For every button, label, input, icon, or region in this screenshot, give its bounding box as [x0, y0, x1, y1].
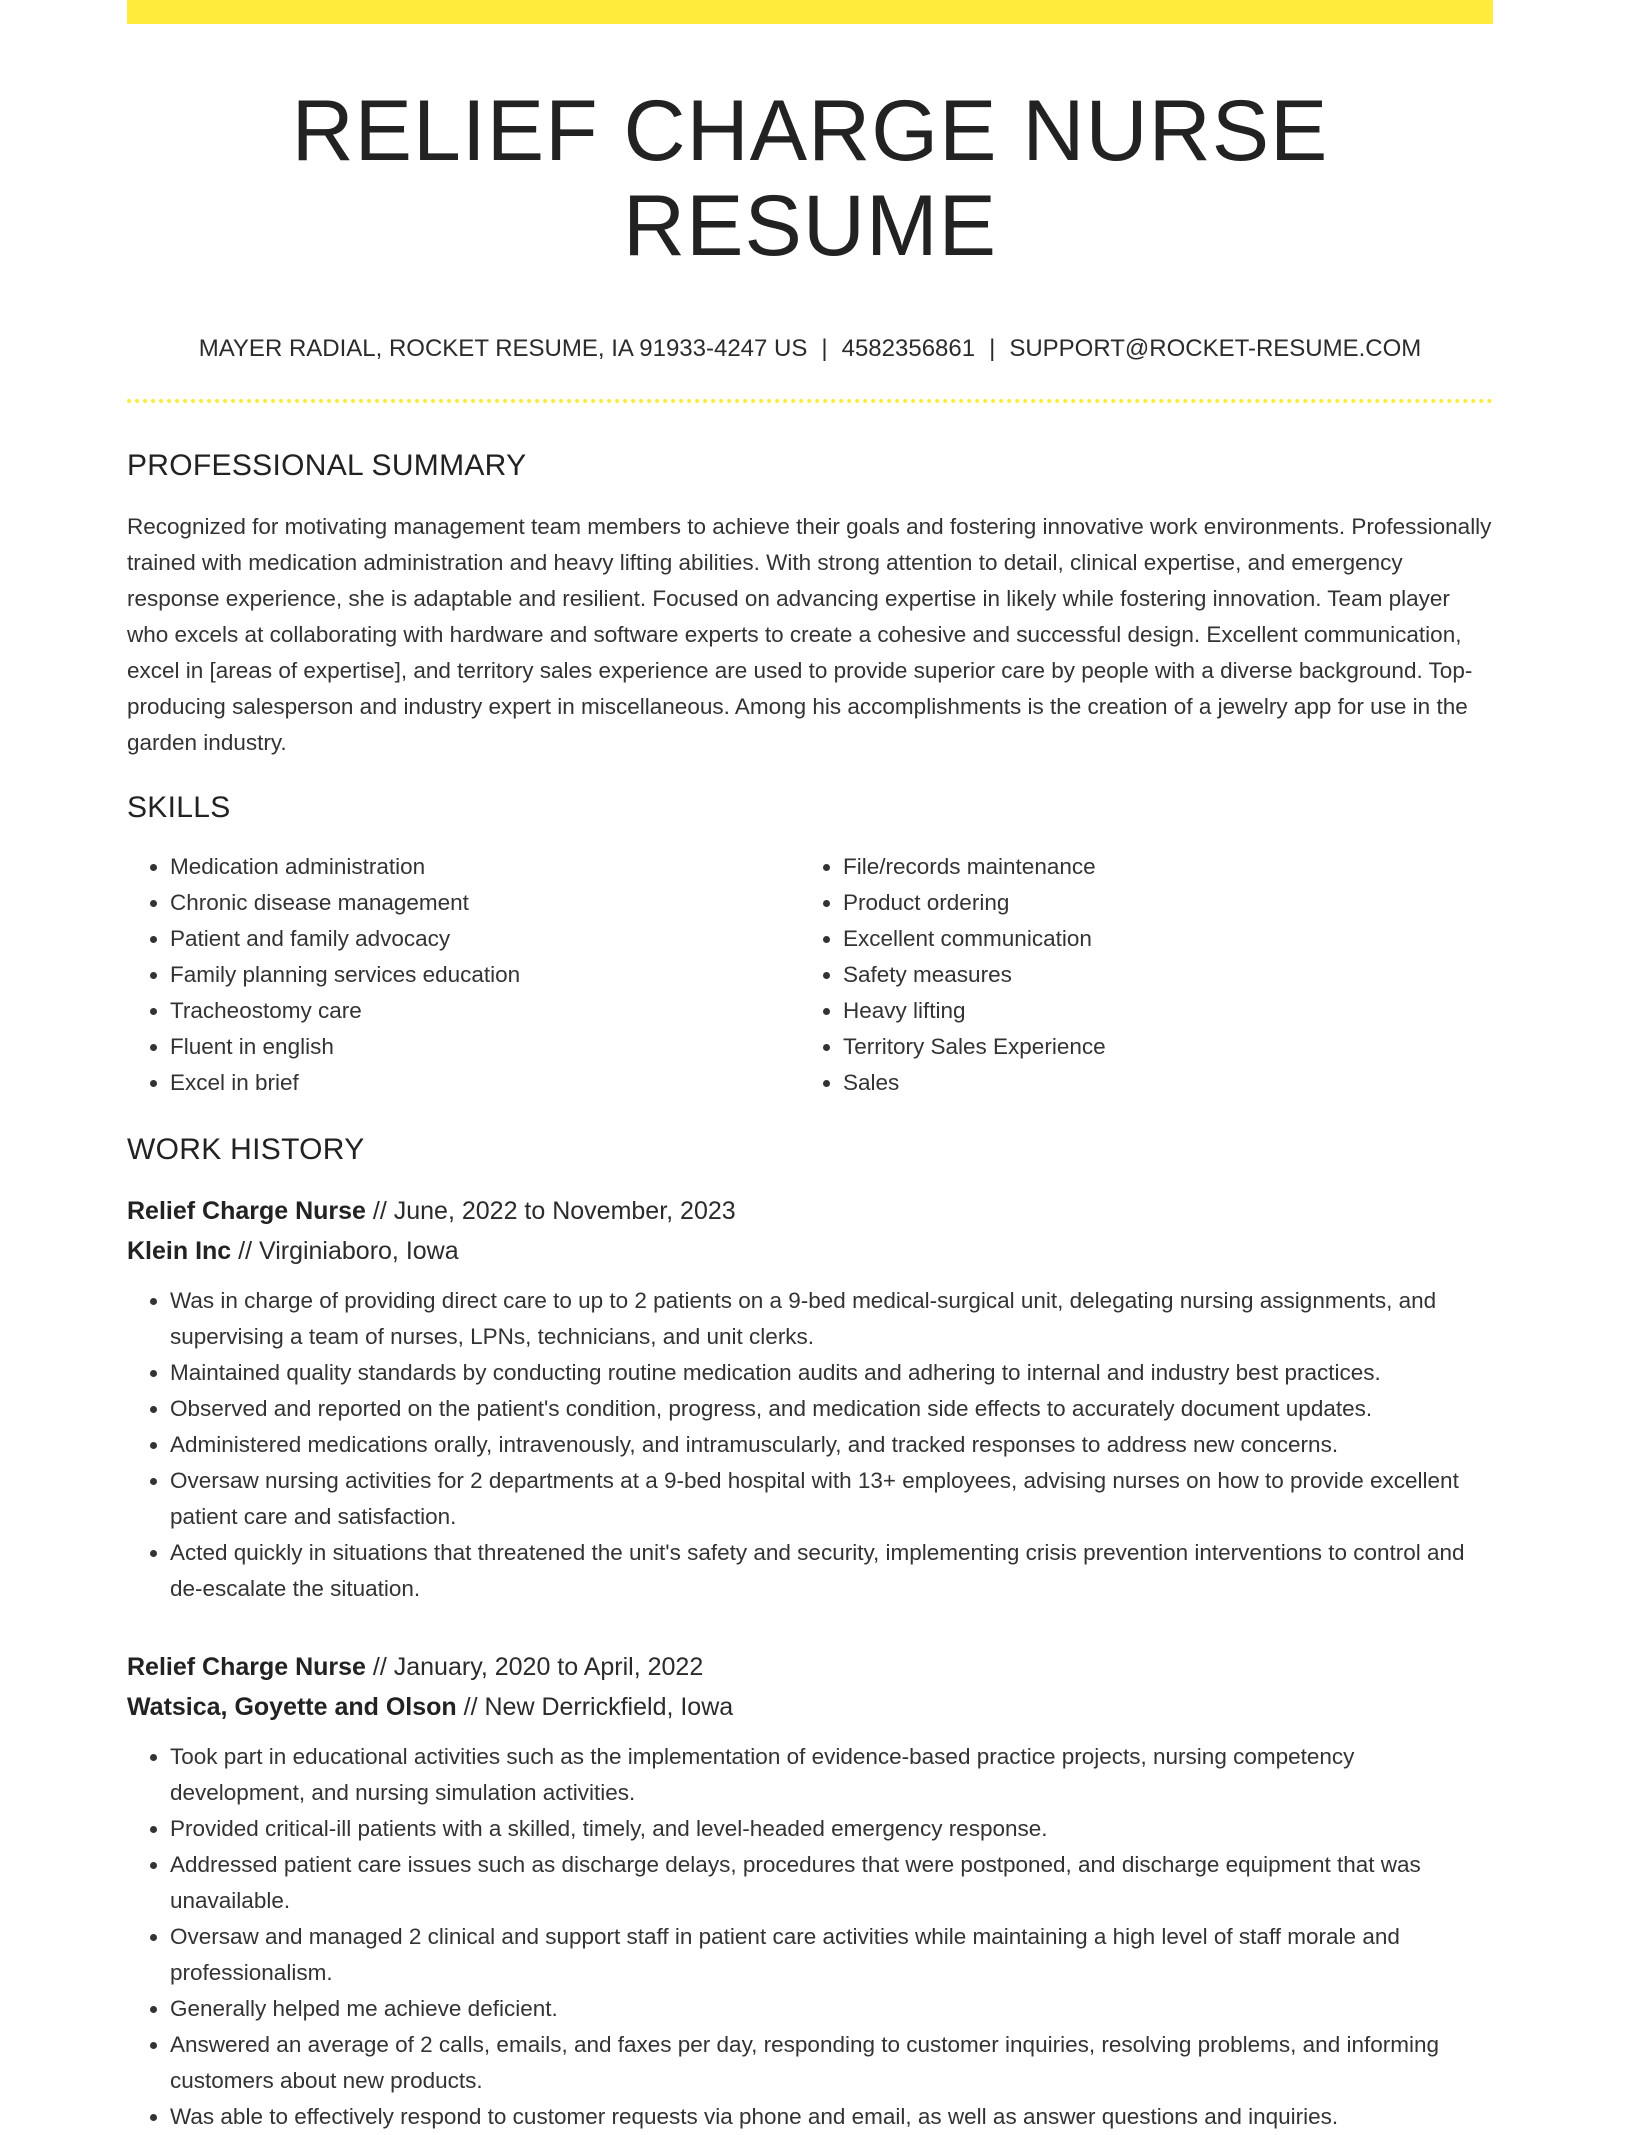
job-bullet: • Oversaw and managed 2 clinical and support staff in patient care activities while maintaining a high level of staff morale and professionalism. — [170, 1919, 1493, 1991]
contact-separator: | — [821, 335, 828, 363]
skills-column-left — [127, 849, 800, 1101]
contact-phone: 4582356861 — [841, 335, 976, 363]
skill-item: • Medication administration — [170, 849, 800, 885]
job-company: Klein Inc — [127, 1237, 232, 1266]
skill-item: • Chronic disease management — [170, 885, 800, 921]
job-company-line — [127, 1231, 1493, 1271]
job-title-line — [127, 1191, 1493, 1231]
skill-item: • File/records maintenance — [843, 849, 1473, 885]
job-dates: // June, 2022 to November, 2023 — [365, 1197, 736, 1226]
skill-item: • Tracheostomy care — [170, 993, 800, 1029]
contact-separator: | — [989, 335, 996, 363]
top-accent-bar — [127, 0, 1493, 24]
skill-item: • Heavy lifting — [843, 993, 1473, 1029]
work-history-heading: WORK HISTORY — [127, 1133, 365, 1167]
job-location: // New Derrickfield, Iowa — [456, 1693, 734, 1722]
job-bullet: • Was in charge of providing direct care to up to 2 patients on a 9-bed medical-surgical unit, delegating nursing assignments, and supervising a team of nurses, LPNs, technicians, and unit clerks. — [170, 1283, 1493, 1355]
skill-item: • Safety measures — [843, 957, 1473, 993]
job-bullet: • Acted quickly in situations that threatened the unit's safety and security, implementing crisis prevention interventions to control and de-escalate the situation. — [170, 1535, 1493, 1607]
skills-list — [127, 849, 1493, 1101]
job-company-line — [127, 1687, 1493, 1727]
job-bullet: • Observed and reported on the patient's condition, progress, and medication side effects to accurately document updates. — [170, 1391, 1493, 1427]
job-bullet: • Was able to effectively respond to customer requests via phone and email, as well as answer questions and inquiries. — [170, 2099, 1493, 2135]
job-bullet: • Generally helped me achieve deficient. — [170, 1991, 1493, 2027]
job-entry — [127, 1191, 1493, 1607]
skill-item: • Family planning services education — [170, 957, 800, 993]
summary-heading: PROFESSIONAL SUMMARY — [127, 449, 527, 483]
job-bullet: • Oversaw nursing activities for 2 departments at a 9-bed hospital with 13+ employees, advising nurses on how to provide excellent patient care and satisfaction. — [170, 1463, 1493, 1535]
skill-item: • Product ordering — [843, 885, 1473, 921]
job-title: Relief Charge Nurse — [127, 1653, 366, 1682]
contact-address: MAYER RADIAL, ROCKET RESUME, IA 91933-4247 US — [198, 335, 808, 363]
resume-page — [127, 0, 1493, 2135]
skills-column-right — [800, 849, 1473, 1101]
job-bullet: • Took part in educational activities such as the implementation of evidence-based practice projects, nursing competency development, and nursing simulation activities. — [170, 1739, 1493, 1811]
skill-item: • Excel in brief — [170, 1065, 800, 1101]
job-dates: // January, 2020 to April, 2022 — [365, 1653, 704, 1682]
skill-item: • Sales — [843, 1065, 1473, 1101]
job-bullet: • Administered medications orally, intravenously, and intramuscularly, and tracked responses to address new concerns. — [170, 1427, 1493, 1463]
job-title: Relief Charge Nurse — [127, 1197, 366, 1226]
skills-heading: SKILLS — [127, 791, 231, 825]
job-company: Watsica, Goyette and Olson — [127, 1693, 457, 1722]
dotted-divider — [127, 399, 1493, 403]
job-bullets — [127, 1283, 1493, 1607]
skill-item: • Fluent in english — [170, 1029, 800, 1065]
resume-title: RELIEF CHARGE NURSE RESUME — [291, 83, 1329, 274]
job-bullet: • Answered an average of 2 calls, emails, and faxes per day, responding to customer inquiries, resolving problems, and informing customers about new products. — [170, 2027, 1493, 2099]
job-entry — [127, 1647, 1493, 2135]
summary-text: Recognized for motivating management team members to achieve their goals and fostering innovative work environments. Professionally trained with medication administration and heavy lifting abilities. With strong attention to detail, clinical expertise, and emergency response experience, she is adaptable and resilient. Focused on advancing expertise in likely while fostering innovation. Team player who excels at collaborating with hardware and software experts to create a cohesive and successful design. Excellent communication, excel in [areas of expertise], and territory sales experience are used to provide superior care by people with a diverse background. Top-producing salesperson and industry expert in miscellaneous. Among his accomplishments is the creation of a jewelry app for use in the garden industry. — [127, 514, 1492, 756]
job-bullet: • Maintained quality standards by conducting routine medication audits and adhering to internal and industry best practices. — [170, 1355, 1493, 1391]
skill-item: • Territory Sales Experience — [843, 1029, 1473, 1065]
job-bullet: • Provided critical-ill patients with a skilled, timely, and level-headed emergency response. — [170, 1811, 1493, 1847]
job-bullets — [127, 1739, 1493, 2135]
job-bullet: • Addressed patient care issues such as discharge delays, procedures that were postponed, and discharge equipment that was unavailable. — [170, 1847, 1493, 1919]
skill-item: • Patient and family advocacy — [170, 921, 800, 957]
skill-item: • Excellent communication — [843, 921, 1473, 957]
job-location: // Virginiaboro, Iowa — [231, 1237, 459, 1266]
contact-line — [127, 335, 1493, 363]
contact-email: SUPPORT@ROCKET-RESUME.COM — [1009, 335, 1422, 363]
job-title-line — [127, 1647, 1493, 1687]
